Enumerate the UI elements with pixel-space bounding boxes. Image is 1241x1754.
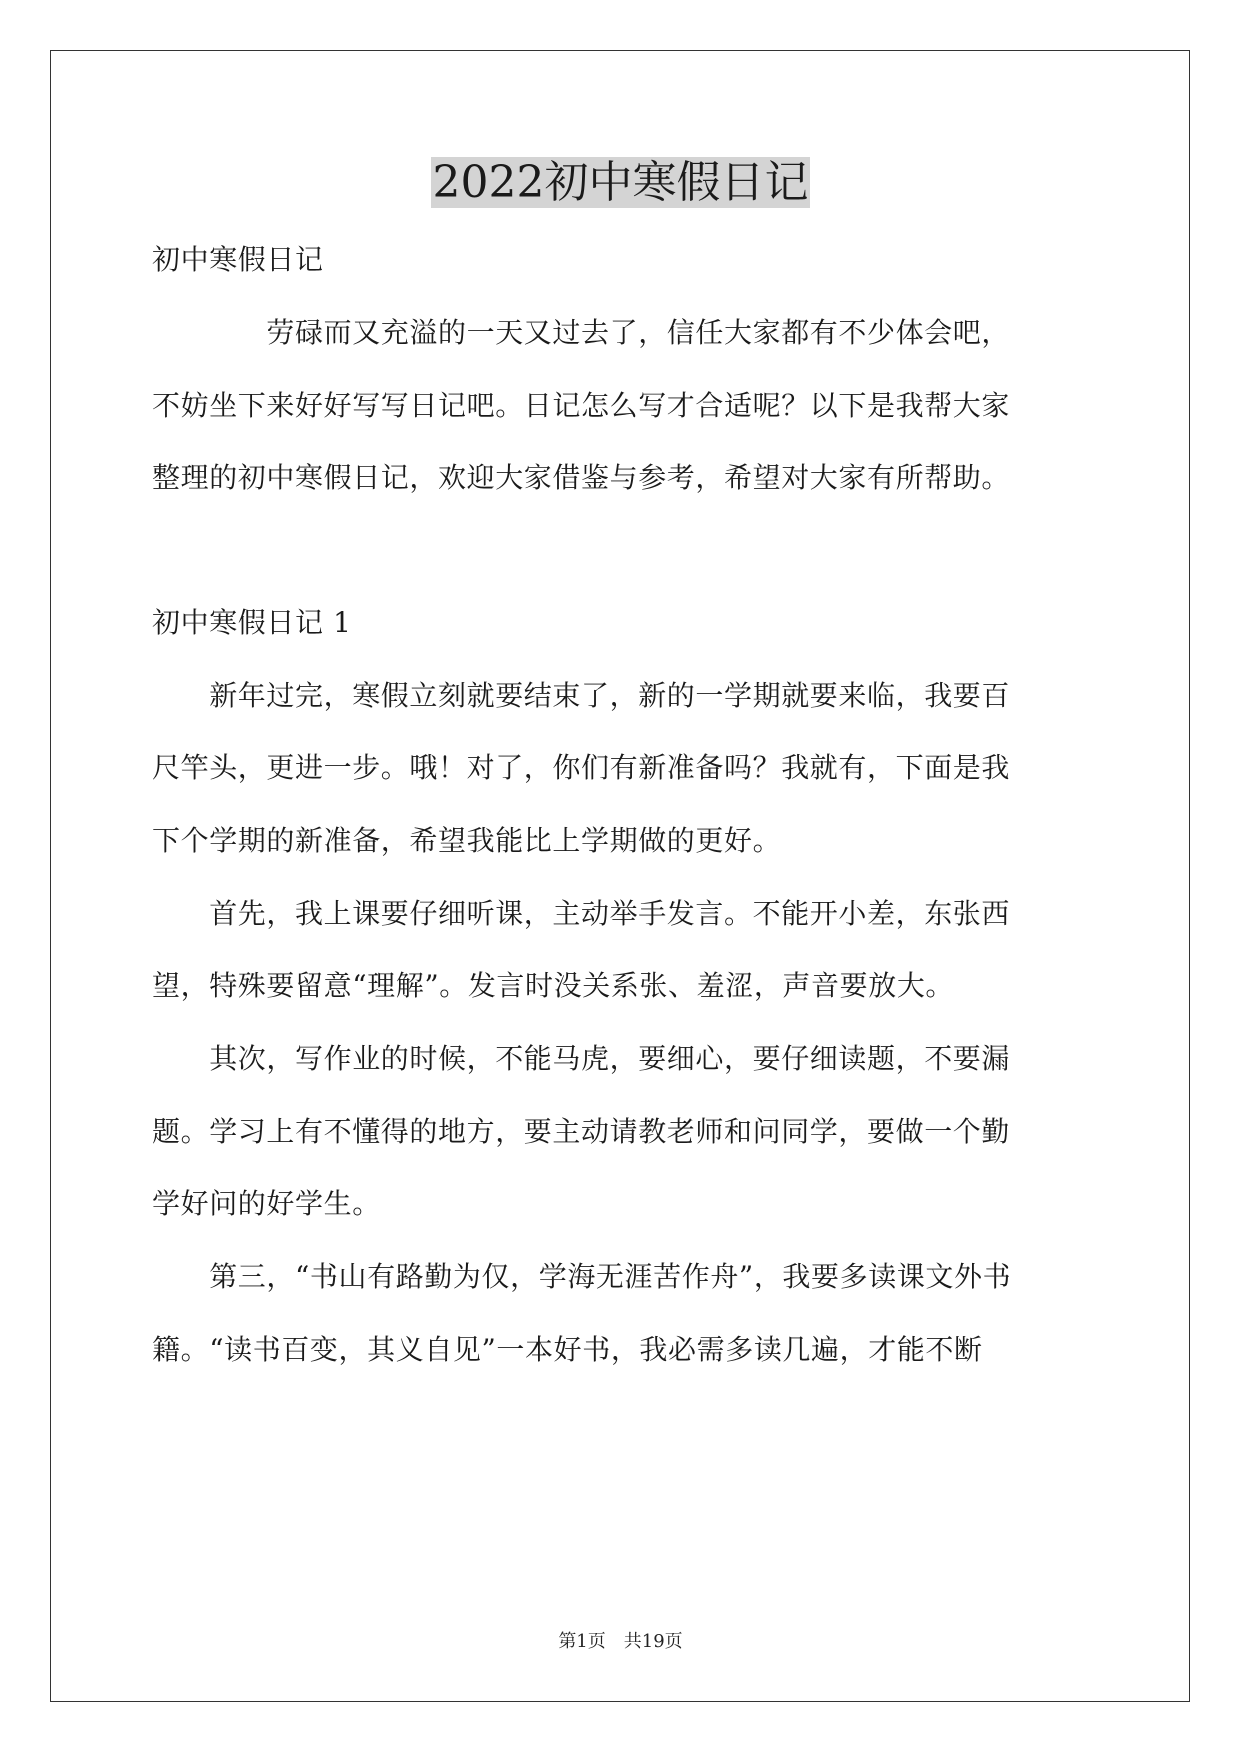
body-line: 尺竿头，更进一步。哦！对了，你们有新准备吗？我就有，下面是我 — [152, 751, 1011, 784]
body-line: 首先，我上课要仔细听课，主动举手发言。不能开小差，东张西 — [152, 897, 1011, 930]
body-line: 不妨坐下来好好写写日记吧。日记怎么写才合适呢？以下是我帮大家 — [152, 389, 1011, 422]
body-line: 下个学期的新准备，希望我能比上学期做的更好。 — [152, 824, 782, 857]
body-line: 望，特殊要留意“理解”。发言时没关系张、羞涩，声音要放大。 — [152, 969, 955, 1002]
body-line: 题。学习上有不懂得的地方，要主动请教老师和问同学，要做一个勤 — [152, 1115, 1011, 1148]
section-heading: 初中寒假日记 1 — [152, 606, 352, 639]
body-line: 劳碌而又充溢的一天又过去了，信任大家都有不少体会吧， — [152, 316, 1011, 349]
page-total: 共19页 — [623, 1631, 683, 1652]
body-line: 第三，“书山有路勤为仅，学海无涯苦作舟”，我要多读课文外书 — [152, 1260, 1012, 1293]
body-line: 初中寒假日记 — [152, 243, 324, 276]
body-line: 籍。“读书百变，其义自见”一本好书，我必需多读几遍，才能不断 — [152, 1333, 983, 1366]
body-line: 其次，写作业的时候，不能马虎，要细心，要仔细读题，不要漏 — [152, 1042, 1011, 1075]
document-title-text: 2022初中寒假日记 — [432, 157, 809, 208]
body-line: 整理的初中寒假日记，欢迎大家借鉴与参考，希望对大家有所帮助。 — [152, 461, 1011, 494]
page-number: 第1页 — [558, 1631, 606, 1652]
page-footer — [0, 1630, 1241, 1654]
body-line: 学好问的好学生。 — [152, 1187, 381, 1220]
body-line: 新年过完，寒假立刻就要结束了，新的一学期就要来临，我要百 — [152, 679, 1011, 712]
document-title — [0, 155, 1241, 211]
page-border — [50, 50, 1190, 1702]
